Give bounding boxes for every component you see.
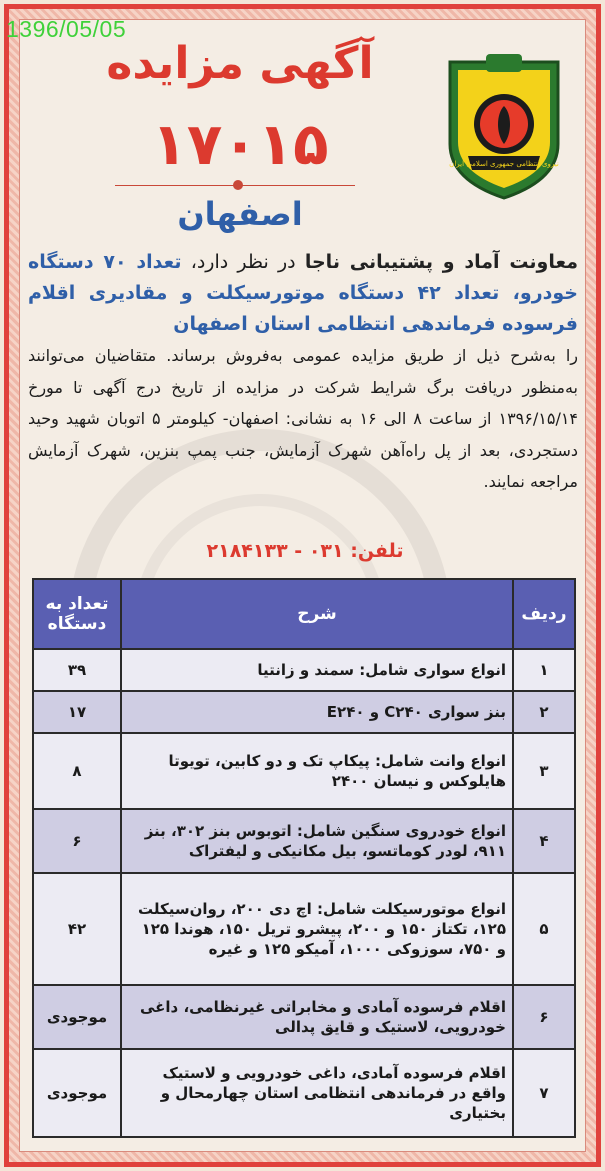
row-index: ۲ <box>513 691 575 733</box>
table-row <box>33 691 575 733</box>
table-row <box>33 873 575 985</box>
table-row <box>33 985 575 1049</box>
items-table <box>32 578 576 1138</box>
city-name: اصفهان <box>177 195 303 233</box>
row-description: انواع وانت شامل: پیکاپ تک و دو کابین، تویوتا هایلوکس و نیسان ۲۴۰۰ <box>121 733 513 809</box>
body-paragraph: را به‌شرح ذیل از طریق مزایده عمومی به‌فروش برساند. متقاضیان می‌توانند به‌منظور دریافت برگ شرایط شرکت در مزایده از تاریخ درج آگهی تا مورخ ۱۳۹۶/۱۵/۱۴ از ساعت ۸ الی ۱۶ به نشانی: اصفهان- کیلومتر ۵ اتوبان شهید وحید دستجردی، بعد از پل راه‌آهن شهرک آزمایش، جنب پمپ بنزین، شهرک آزمایش مراجعه نمایند. <box>28 346 579 491</box>
row-description: انواع سواری شامل: سمند و زانتیا <box>121 649 513 691</box>
police-emblem-icon <box>440 52 568 200</box>
row-index: ۳ <box>513 733 575 809</box>
table-row <box>33 733 575 809</box>
header-index: ردیف <box>513 579 575 649</box>
row-description: بنز سواری C۲۴۰ و E۲۴۰ <box>121 691 513 733</box>
header-quantity: تعداد به دستگاه <box>33 579 121 649</box>
row-quantity: ۴۲ <box>33 873 121 985</box>
row-description: انواع موتورسیکلت شامل: اچ دی ۲۰۰، روان‌سیکلت ۱۲۵، تکتاز ۱۵۰ و ۲۰۰، پیشرو تریل ۱۵۰، هوندا ۱۲۵ و ۷۵۰، سوزوکی ۱۰۰۰، آمیکو ۱۲۵ و غیره <box>121 873 513 985</box>
intro-verb: در نظر دارد، <box>181 251 305 273</box>
row-quantity: موجودی <box>33 985 121 1049</box>
row-quantity: ۸ <box>33 733 121 809</box>
ad-title: آگهی مزایده <box>106 38 374 89</box>
divider-dot <box>233 180 243 190</box>
row-quantity: موجودی <box>33 1049 121 1137</box>
row-quantity: ۳۹ <box>33 649 121 691</box>
row-index: ۴ <box>513 809 575 873</box>
row-index: ۱ <box>513 649 575 691</box>
intro-highlight: تعداد ۷۰ دستگاه خودرو، تعداد ۴۲ دستگاه موتورسیکلت و مقادیری اقلام فرسوده فرماندهی انتظامی استان اصفهان <box>28 251 578 335</box>
row-quantity: ۶ <box>33 809 121 873</box>
row-quantity: ۱۷ <box>33 691 121 733</box>
intro-paragraph <box>28 247 578 340</box>
row-description: انواع خودروی سنگین شامل: اتوبوس بنز ۳۰۲، بنز ۹۱۱، لودر کوماتسو، بیل مکانیکی و لیفتراک <box>121 809 513 873</box>
emblem-caption: نیروی انتظامی جمهوری اسلامی ایران <box>449 160 559 168</box>
row-index: ۵ <box>513 873 575 985</box>
org-name: معاونت آماد و پشتیبانی ناجا <box>304 251 578 273</box>
row-index: ۷ <box>513 1049 575 1137</box>
table-header-row <box>33 579 575 649</box>
table-row <box>33 649 575 691</box>
date-stamp: 1396/05/05 <box>6 16 127 42</box>
row-description: اقلام فرسوده آمادی، داغی خودرویی و لاستیک واقع در فرماندهی انتظامی استان چهارمحال و بختیاری <box>121 1049 513 1137</box>
table-row <box>33 809 575 873</box>
table-row <box>33 1049 575 1137</box>
ad-number: ۱۷۰۱۵ <box>151 110 329 178</box>
phone-number: تلفن: ۰۳۱ - ۲۱۸۴۱۳۳ <box>206 540 404 562</box>
row-description: اقلام فرسوده آمادی و مخابراتی غیرنظامی، داغی خودرویی، لاستیک و قایق پدالی <box>121 985 513 1049</box>
row-index: ۶ <box>513 985 575 1049</box>
header-description: شرح <box>121 579 513 649</box>
